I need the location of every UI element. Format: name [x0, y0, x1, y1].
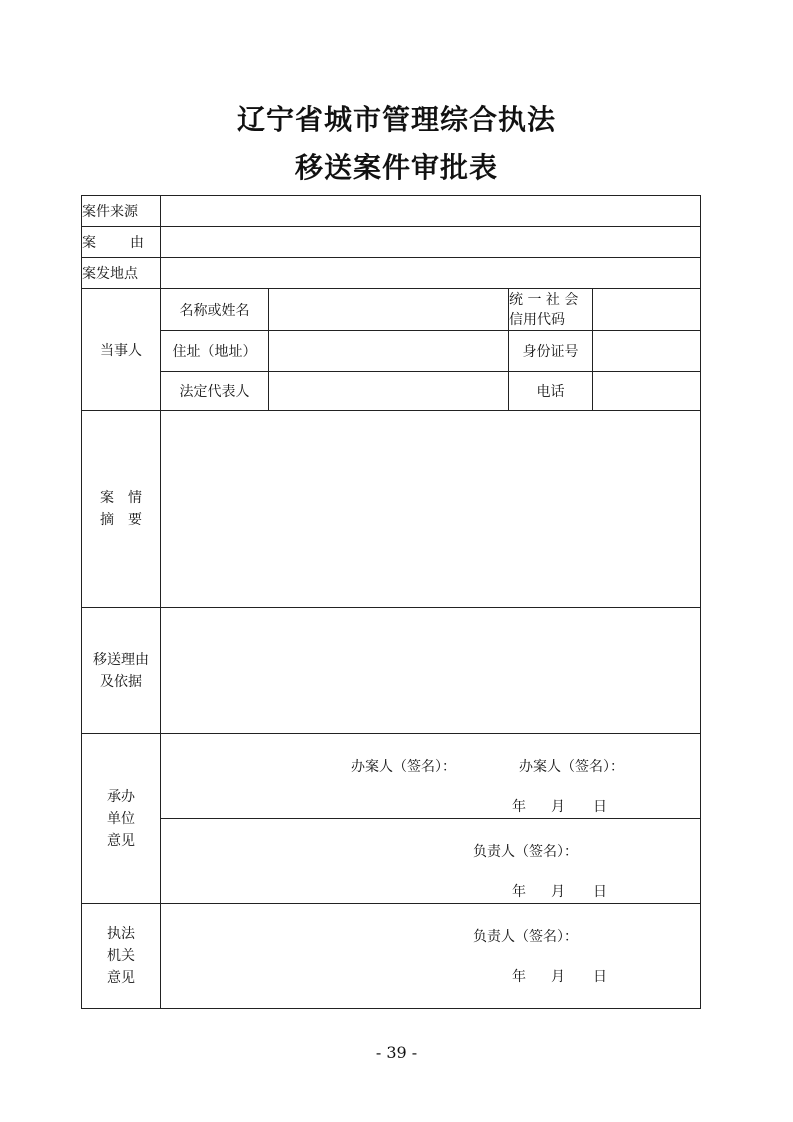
party-label: 当事人 — [82, 289, 161, 411]
date-year-label: 年 — [512, 799, 526, 815]
date-month-label: 月 — [551, 884, 565, 900]
date-year-label: 年 — [512, 969, 526, 985]
row-party-name — [82, 289, 701, 331]
unit-opinion-responsible-field[interactable] — [161, 819, 701, 904]
phone-field[interactable] — [593, 372, 701, 411]
case-summary-label: 案 情 摘 要 — [82, 411, 161, 608]
row-unit-opinion-handlers — [82, 734, 701, 819]
agency-opinion-label: 执法 机关 意见 — [82, 904, 161, 1009]
case-summary-field[interactable] — [161, 411, 701, 608]
address-label: 住址（地址） — [161, 331, 269, 372]
transfer-reason-field[interactable] — [161, 608, 701, 734]
row-case-source — [82, 196, 701, 227]
case-source-field[interactable] — [161, 196, 701, 227]
credit-code-field[interactable] — [593, 289, 701, 331]
agency-opinion-field[interactable] — [161, 904, 701, 1009]
id-number-label: 身份证号 — [509, 331, 593, 372]
id-number-field[interactable] — [593, 331, 701, 372]
row-case-location — [82, 258, 701, 289]
row-agency-opinion — [82, 904, 701, 1009]
document-title-line2: 移送案件审批表 — [294, 151, 498, 184]
name-label: 名称或姓名 — [161, 289, 269, 331]
date-day-label: 日 — [593, 884, 607, 900]
case-cause-field[interactable] — [161, 227, 701, 258]
unit-opinion-label: 承办 单位 意见 — [82, 734, 161, 904]
case-cause-label: 案由 — [82, 227, 161, 258]
address-field[interactable] — [269, 331, 509, 372]
page-number: - 39 - — [375, 1043, 418, 1062]
row-transfer-reason — [82, 608, 701, 734]
name-field[interactable] — [269, 289, 509, 331]
approval-form-table — [81, 195, 701, 1009]
row-party-address — [82, 331, 701, 372]
legal-rep-field[interactable] — [269, 372, 509, 411]
handler1-signature-label: 办案人（签名）： — [351, 759, 456, 775]
transfer-reason-label: 移送理由 及依据 — [82, 608, 161, 734]
date-month-label: 月 — [551, 799, 565, 815]
handler2-signature-label: 办案人（签名）： — [519, 759, 624, 775]
date-day-label: 日 — [593, 969, 607, 985]
phone-label: 电话 — [509, 372, 593, 411]
credit-code-label: 统 一 社 会 信用代码 — [509, 289, 593, 331]
date-year-label: 年 — [512, 884, 526, 900]
date-day-label: 日 — [593, 799, 607, 815]
case-location-label: 案发地点 — [82, 258, 161, 289]
agency-responsible-signature-label: 负责人（签名）： — [473, 929, 578, 945]
date-month-label: 月 — [551, 969, 565, 985]
row-case-summary — [82, 411, 701, 608]
unit-opinion-handlers-field[interactable] — [161, 734, 701, 819]
row-case-cause — [82, 227, 701, 258]
case-source-label: 案件来源 — [82, 196, 161, 227]
row-unit-opinion-responsible — [82, 819, 701, 904]
case-location-field[interactable] — [161, 258, 701, 289]
document-title-line1: 辽宁省城市管理综合执法 — [236, 103, 556, 136]
responsible-signature-label: 负责人（签名）： — [473, 844, 578, 860]
row-party-legal-rep — [82, 372, 701, 411]
legal-rep-label: 法定代表人 — [161, 372, 269, 411]
